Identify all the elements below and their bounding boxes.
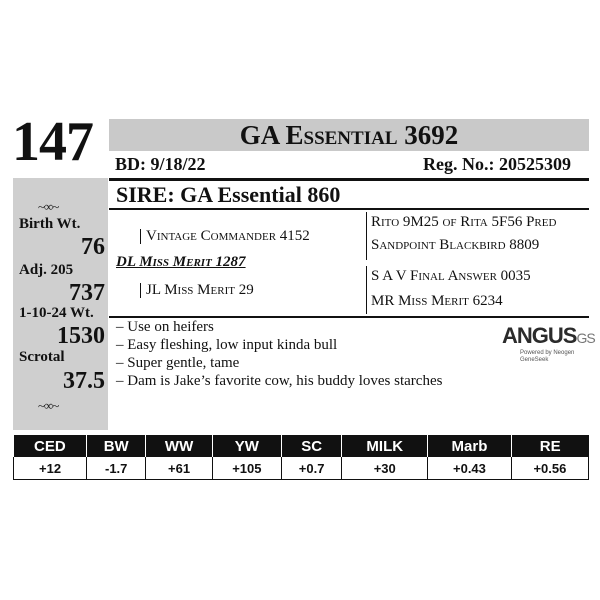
epd-header-milk: MILK <box>342 435 428 457</box>
birth-date: BD: 9/18/22 <box>115 154 206 174</box>
angus-gs-logo <box>502 324 600 364</box>
epd-value-ww: +61 <box>146 457 213 480</box>
ornament-top-icon: ~∞~ <box>38 199 59 214</box>
stat-label-scrotal: Scrotal <box>19 349 65 365</box>
ornament-bottom-icon: ~∞~ <box>38 398 59 413</box>
epd-header-row <box>14 435 589 457</box>
stat-label-birth-weight: Birth Wt. <box>19 216 81 232</box>
epd-header-re: RE <box>511 435 588 457</box>
stat-label-adj-205: Adj. 205 <box>19 262 74 278</box>
pedigree-gg3: S A V Final Answer 0035 <box>371 268 531 284</box>
pedigree-gg4: MR Miss Merit 6234 <box>371 293 503 309</box>
pedigree-dam-sire: JL Miss Merit 29 <box>146 282 254 298</box>
epd-value-row <box>14 457 589 480</box>
epd-value-milk: +30 <box>342 457 428 480</box>
epd-header-ced: CED <box>14 435 87 457</box>
epd-header-marb: Marb <box>428 435 512 457</box>
pedigree-bar-dam <box>140 283 141 298</box>
note-item: – Use on heifers <box>116 319 214 335</box>
epd-table <box>13 435 589 480</box>
stat-value-birth-weight: 76 <box>81 234 105 260</box>
stat-value-weight: 1530 <box>57 323 105 349</box>
pedigree-bar-sire <box>140 229 141 244</box>
epd-header-yw: YW <box>212 435 281 457</box>
epd-value-sc: +0.7 <box>281 457 342 480</box>
pedigree-gg1: Rito 9M25 of Rita 5F56 Pred <box>371 214 557 230</box>
epd-header-sc: SC <box>281 435 342 457</box>
pedigree-bar-upper <box>366 212 367 260</box>
pedigree-bar-lower <box>366 266 367 314</box>
note-item: – Easy fleshing, low input kinda bull <box>116 337 338 353</box>
epd-value-marb: +0.43 <box>428 457 512 480</box>
epd-value-re: +0.56 <box>511 457 588 480</box>
animal-name: GA Essential 3692 <box>239 120 459 150</box>
divider-sire <box>109 208 589 210</box>
divider-top <box>109 178 589 181</box>
epd-value-bw: -1.7 <box>87 457 146 480</box>
stat-value-adj-205: 737 <box>69 280 105 306</box>
sire-name: SIRE: GA Essential 860 <box>116 182 341 207</box>
pedigree-gg2: Sandpoint Blackbird 8809 <box>371 237 540 253</box>
epd-header-ww: WW <box>146 435 213 457</box>
lot-number: 147 <box>12 111 93 173</box>
pedigree-dam: DL Miss Merit 1287 <box>116 254 246 270</box>
logo-tagline: Powered by Neogen GeneSeek <box>520 350 575 363</box>
epd-value-ced: +12 <box>14 457 87 480</box>
logo-suffix-text: GS <box>576 330 595 346</box>
epd-value-yw: +105 <box>212 457 281 480</box>
stat-label-weight: 1-10-24 Wt. <box>19 305 94 321</box>
note-item: – Dam is Jake’s favorite cow, his buddy loves starches <box>116 373 443 389</box>
registration-number: Reg. No.: 20525309 <box>423 154 571 174</box>
note-item: – Super gentle, tame <box>116 355 240 371</box>
logo-main-text: ANGUS <box>502 323 577 348</box>
pedigree-sire-sire: Vintage Commander 4152 <box>146 228 310 244</box>
stat-value-scrotal: 37.5 <box>63 368 105 394</box>
epd-header-bw: BW <box>87 435 146 457</box>
